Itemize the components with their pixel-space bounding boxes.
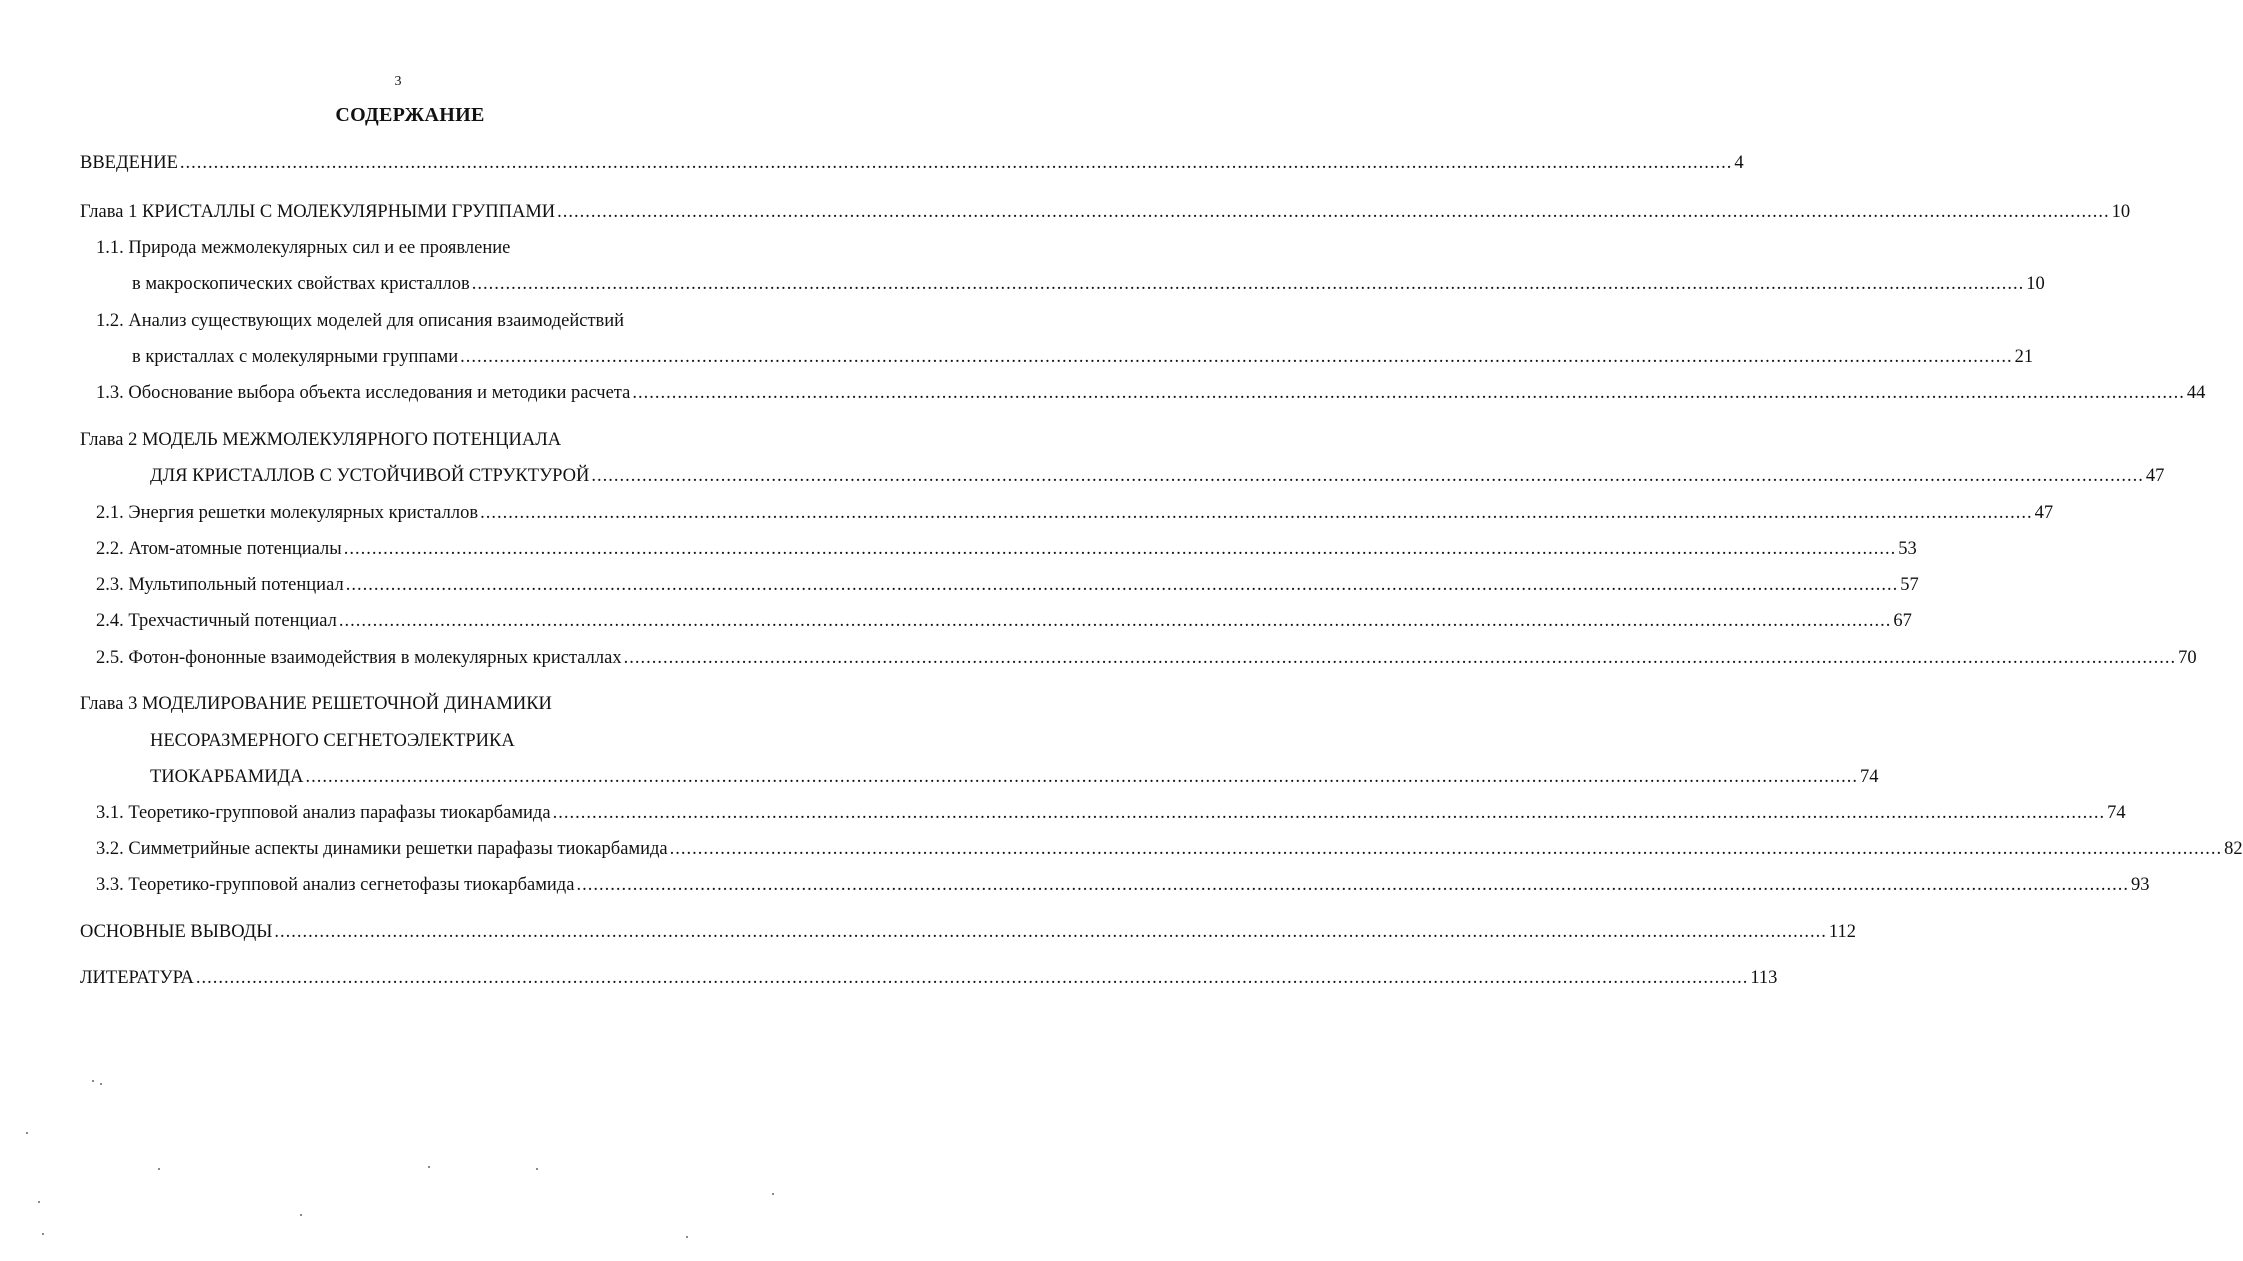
leader-dots: .................................................................................................................................................................................................................................................................................... — [623, 648, 2177, 668]
toc-page: 93 — [2130, 875, 2150, 895]
toc-entry-chapter-3 — [150, 765, 1879, 789]
toc-entry-2-4 — [96, 609, 1912, 633]
leader-dots: .................................................................................................................................................................................................................................................................................... — [480, 503, 2033, 523]
scan-speck — [686, 1236, 688, 1238]
toc-label: ДЛЯ КРИСТАЛЛОВ С УСТОЙЧИВОЙ СТРУКТУРОЙ — [150, 466, 590, 486]
toc-page: 113 — [1750, 968, 1778, 988]
toc-entry-chapter-1 — [80, 200, 2131, 224]
scan-speck — [536, 1168, 538, 1170]
page-number: 3 — [394, 74, 402, 89]
toc-entry-1-2 — [132, 345, 2034, 369]
scan-speck — [158, 1168, 160, 1170]
scan-speck — [100, 1083, 102, 1085]
toc-page: 21 — [2014, 347, 2034, 367]
toc-entry-2-5 — [96, 646, 2197, 670]
toc-entry-chapter-2-line1: Глава 2 МОДЕЛЬ МЕЖМОЛЕКУЛЯРНОГО ПОТЕНЦИАЛА — [80, 430, 562, 450]
toc-entry-chapter-3-line2: НЕСОРАЗМЕРНОГО СЕГНЕТОЭЛЕКТРИКА — [150, 731, 515, 751]
toc-label: 2.5. Фотон-фононные взаимодействия в молекулярных кристаллах — [96, 648, 622, 668]
toc-page: 10 — [2026, 274, 2045, 294]
scan-speck — [772, 1193, 774, 1195]
scan-speck — [26, 1132, 28, 1134]
toc-page: 70 — [2178, 648, 2197, 668]
toc-page: 112 — [1828, 922, 1856, 942]
toc-label: в макроскопических свойствах кристаллов — [132, 274, 470, 294]
toc-entry-conclusions — [80, 920, 1856, 944]
toc-entry-2-1 — [96, 501, 2054, 525]
toc-entry-intro — [80, 151, 1744, 175]
toc-entry-3-1 — [96, 801, 2126, 825]
leader-dots: .................................................................................................................................................................................................................................................................................... — [557, 202, 2110, 222]
toc-entry-3-2 — [96, 837, 2243, 861]
leader-dots: .................................................................................................................................................................................................................................................................................... — [552, 803, 2106, 823]
toc-page: 74 — [1860, 767, 1879, 787]
toc-entry-3-3 — [96, 873, 2150, 897]
toc-entry-2-3 — [96, 573, 1919, 597]
scan-speck — [300, 1214, 302, 1216]
toc-entry-chapter-2 — [150, 464, 2165, 488]
toc-label: Глава 1 КРИСТАЛЛЫ С МОЛЕКУЛЯРНЫМИ ГРУППАМИ — [80, 202, 556, 222]
leader-dots: .................................................................................................................................................................................................................................................................................... — [669, 839, 2223, 859]
toc-entry-1-3 — [96, 381, 2206, 405]
toc-entry-chapter-3-line1: Глава 3 МОДЕЛИРОВАНИЕ РЕШЕТОЧНОЙ ДИНАМИКИ — [80, 694, 552, 714]
toc-page: 44 — [2186, 383, 2206, 403]
leader-dots: .................................................................................................................................................................................................................................................................................... — [195, 968, 1749, 988]
toc-label: 2.3. Мультипольный потенциал — [96, 575, 344, 595]
toc-label: 2.2. Атом-атомные потенциалы — [96, 539, 342, 559]
toc-label: ТИОКАРБАМИДА — [150, 767, 304, 787]
leader-dots: .................................................................................................................................................................................................................................................................................... — [343, 539, 1897, 559]
toc-label: 3.1. Теоретико-групповой анализ парафазы тиокарбамида — [96, 803, 551, 823]
toc-page: 10 — [2111, 202, 2131, 222]
leader-dots: .................................................................................................................................................................................................................................................................................... — [632, 383, 2185, 403]
leader-dots: .................................................................................................................................................................................................................................................................................... — [274, 922, 1827, 942]
toc-page: 47 — [2145, 466, 2165, 486]
toc-entry-2-2 — [96, 537, 1917, 561]
leader-dots: .................................................................................................................................................................................................................................................................................... — [179, 153, 1733, 173]
toc-page: 74 — [2107, 803, 2126, 823]
toc-label: в кристаллах с молекулярными группами — [132, 347, 459, 367]
toc-label: ОСНОВНЫЕ ВЫВОДЫ — [80, 922, 273, 942]
scan-speck — [92, 1080, 94, 1082]
toc-label: 2.4. Трехчастичный потенциал — [96, 611, 337, 631]
toc-label: 1.3. Обоснование выбора объекта исследования и методики расчета — [96, 383, 631, 403]
toc-label: 3.2. Симметрийные аспекты динамики решетки парафазы тиокарбамида — [96, 839, 668, 859]
toc-label: 3.3. Теоретико-групповой анализ сегнетофазы тиокарбамида — [96, 875, 575, 895]
toc-label: ЛИТЕРАТУРА — [80, 968, 194, 988]
scan-speck — [42, 1233, 44, 1235]
toc-label: ВВЕДЕНИЕ — [80, 153, 178, 173]
toc-entry-1-1-line1: 1.1. Природа межмолекулярных сил и ее проявление — [96, 238, 511, 258]
leader-dots: .................................................................................................................................................................................................................................................................................... — [576, 875, 2129, 895]
toc-entry-1-2-line1: 1.2. Анализ существующих моделей для описания взаимодействий — [96, 311, 625, 331]
toc-label: 2.1. Энергия решетки молекулярных кристаллов — [96, 503, 479, 523]
toc-page: 82 — [2224, 839, 2243, 859]
leader-dots: .................................................................................................................................................................................................................................................................................... — [345, 575, 1899, 595]
scan-speck — [38, 1201, 40, 1203]
leader-dots: .................................................................................................................................................................................................................................................................................... — [338, 611, 1892, 631]
toc-page: 53 — [1898, 539, 1917, 559]
toc-entry-literature — [80, 966, 1778, 990]
toc-page: 57 — [1900, 575, 1919, 595]
toc-page: 67 — [1893, 611, 1912, 631]
leader-dots: .................................................................................................................................................................................................................................................................................... — [471, 274, 2025, 294]
page-title: СОДЕРЖАНИЕ — [335, 104, 485, 126]
toc-entry-1-1 — [132, 272, 2045, 296]
leader-dots: .................................................................................................................................................................................................................................................................................... — [460, 347, 2013, 367]
leader-dots: .................................................................................................................................................................................................................................................................................... — [305, 767, 1859, 787]
toc-page: 4 — [1734, 153, 1744, 173]
toc-page: 47 — [2034, 503, 2054, 523]
scan-speck — [428, 1166, 430, 1168]
leader-dots: .................................................................................................................................................................................................................................................................................... — [591, 466, 2144, 486]
